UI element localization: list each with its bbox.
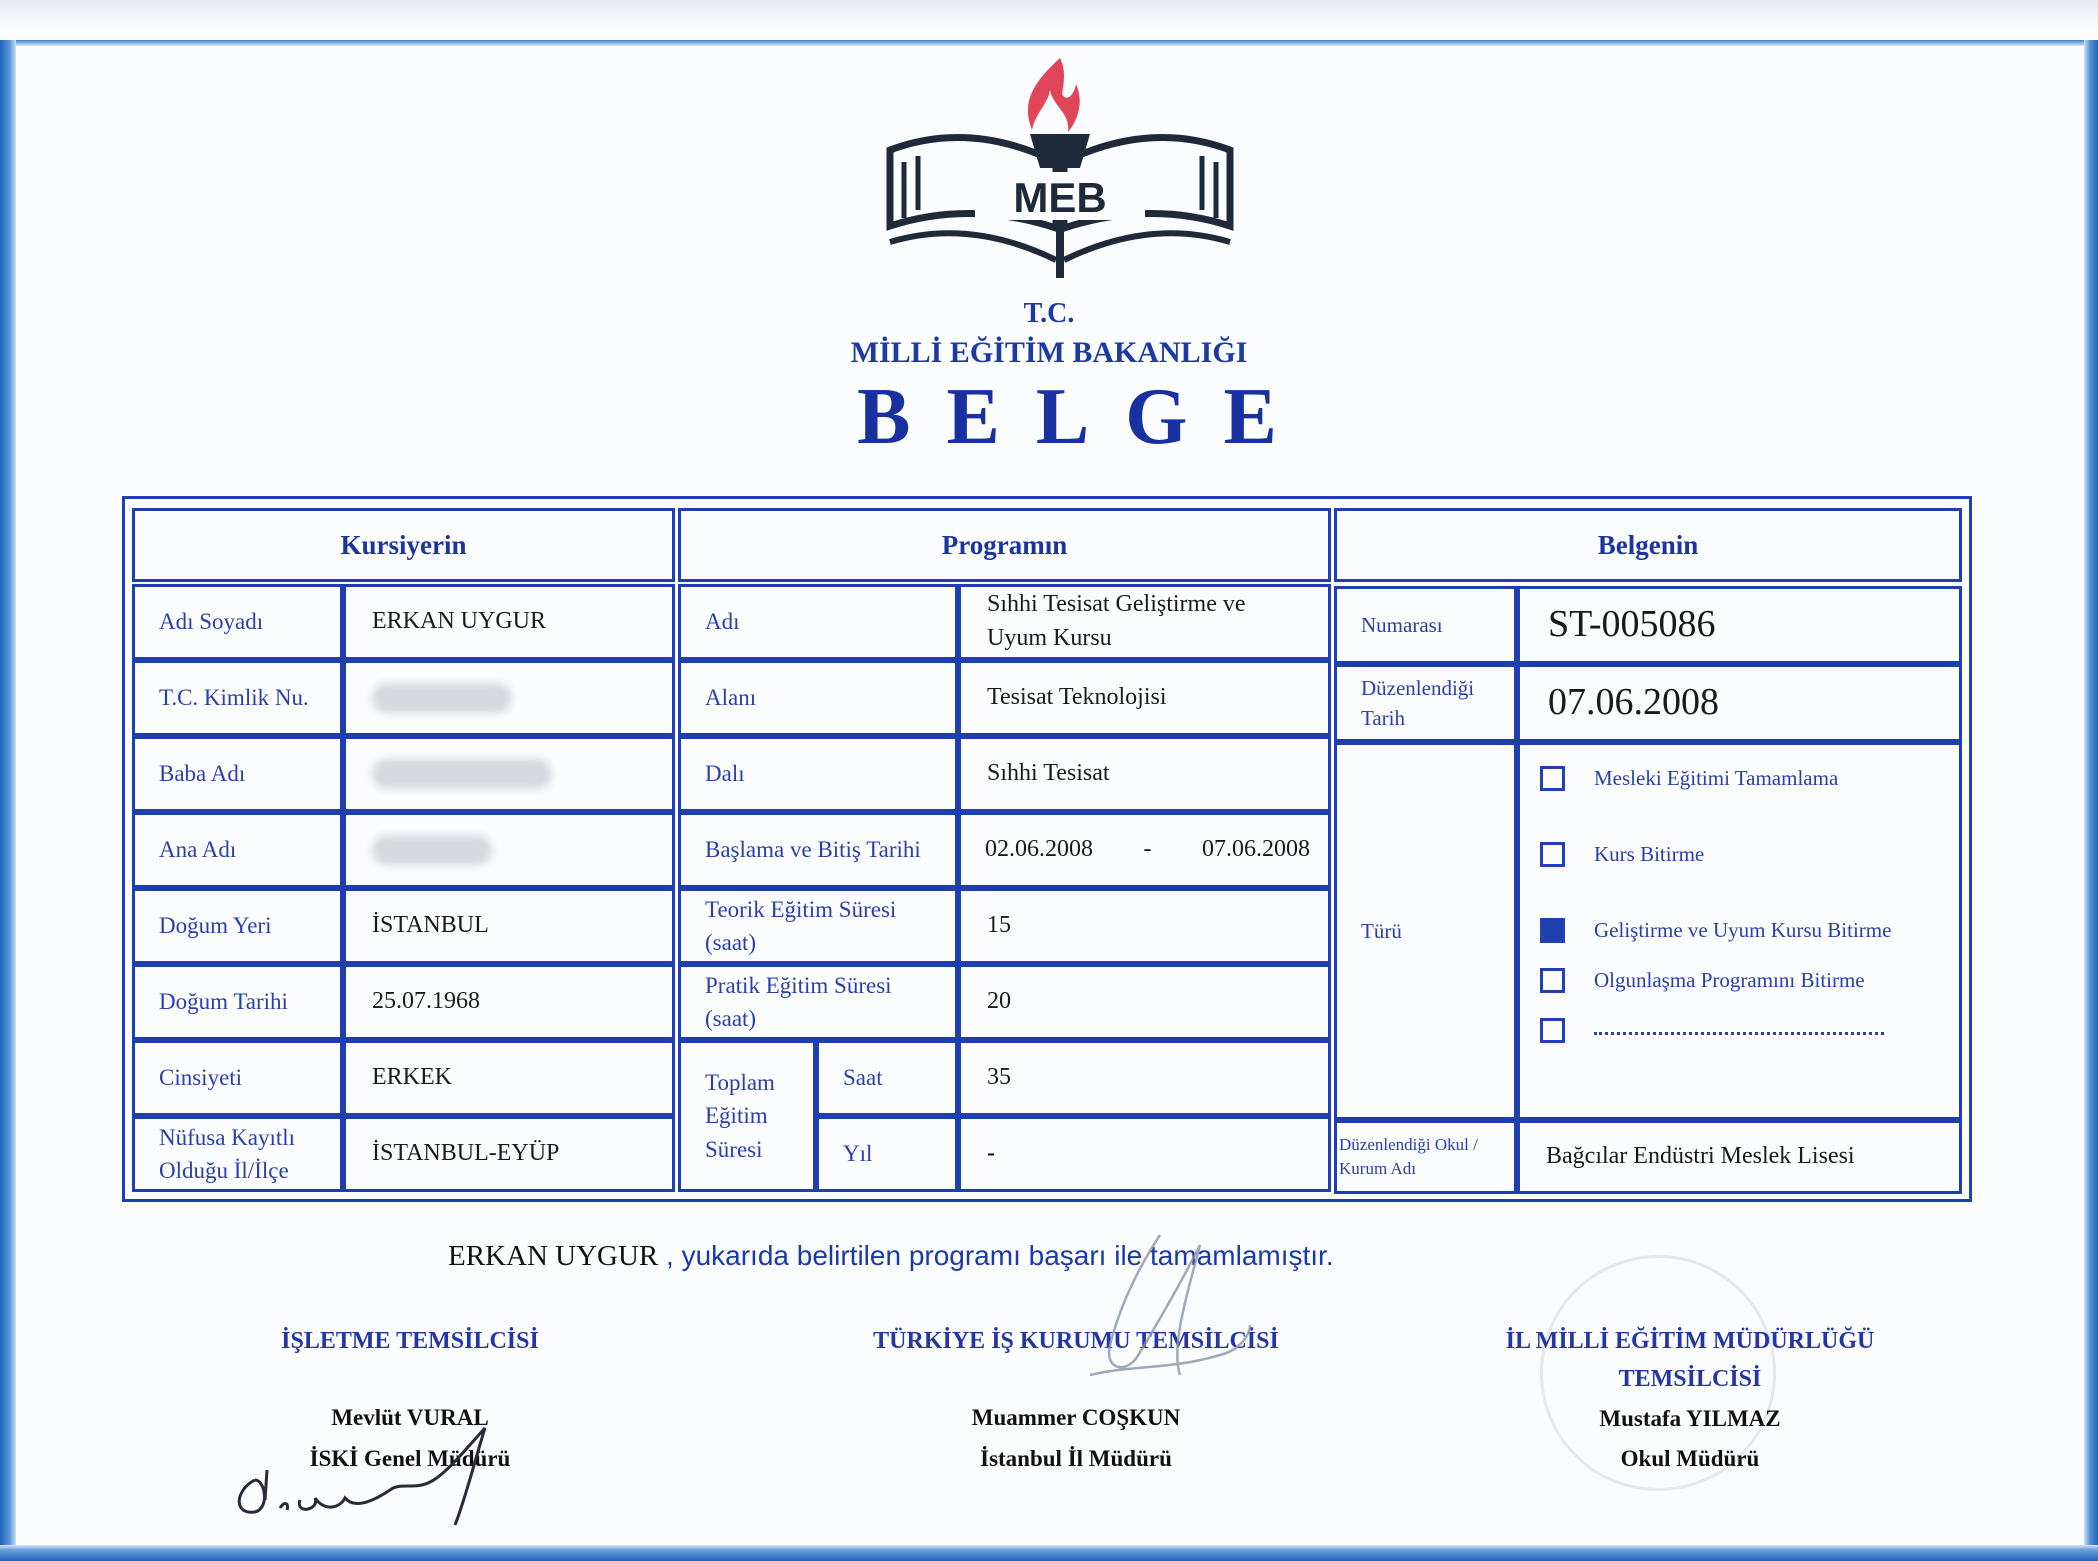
document-title: BELGE [857, 373, 1313, 461]
scan-shadow [0, 0, 2098, 30]
value-field: Tesisat Teknolojisi [958, 660, 1331, 736]
label-year: Yıl [816, 1116, 958, 1192]
label-dates: Başlama ve Bitiş Tarihi [678, 812, 958, 888]
header-country: T.C. [1023, 298, 1075, 329]
meb-logo [880, 50, 1240, 295]
value-dates [958, 812, 1331, 888]
border-right [2084, 40, 2098, 1561]
value-program-name: Sıhhi Tesisat Geliştirme ve Uyum Kursu [958, 584, 1331, 660]
value-theory: 15 [958, 888, 1331, 964]
border-top [14, 40, 2084, 46]
value-school: Bağcılar Endüstri Meslek Lisesi [1517, 1120, 1962, 1194]
section-header-trainee: Kursiyerin [132, 508, 675, 582]
value-year: - [958, 1116, 1331, 1192]
option-course: Kurs Bitirme [1594, 842, 1705, 866]
label-field: Alanı [678, 660, 958, 736]
logo-text: MEB [1013, 174, 1107, 221]
signature-coskun [1050, 1225, 1290, 1415]
checkbox-vocational [1540, 766, 1565, 791]
value-number: ST-005086 [1517, 586, 1962, 664]
checkbox-development-checked [1540, 918, 1565, 943]
label-program-name: Adı [678, 584, 958, 660]
value-issue-date: 07.06.2008 [1517, 664, 1962, 742]
checkbox-course [1540, 842, 1565, 867]
signatory-business: İŞLETME TEMSİLCİSİ Mevlüt VURAL İSKİ Genel Müdürü [210, 1322, 610, 1479]
value-hours: 35 [958, 1040, 1331, 1116]
label-birthdate: Doğum Tarihi [132, 964, 343, 1040]
value-gender: ERKEK [343, 1040, 675, 1116]
signatory-iskur: TÜRKİYE İŞ KURUMU TEMSİLCİSİ Muammer COŞKUN İstanbul İl Müdürü [826, 1322, 1326, 1479]
signatory-name: Mustafa YILMAZ [1599, 1405, 1781, 1431]
label-hours: Saat [816, 1040, 958, 1116]
section-header-certificate: Belgenin [1334, 508, 1962, 582]
option-vocational: Mesleki Eğitimi Tamamlama [1594, 766, 1839, 790]
signatory-education: İL MİLLİ EĞİTİM MÜDÜRLÜĞÜ TEMSİLCİSİ Mustafa YILMAZ Okul Müdürü [1440, 1322, 1940, 1479]
end-date: 07.06.2008 [1202, 836, 1310, 863]
label-id: T.C. Kimlik Nu. [132, 660, 343, 736]
value-name: ERKAN UYGUR [343, 584, 675, 660]
border-bottom [0, 1545, 2098, 1561]
signatory-name: Muammer COŞKUN [971, 1405, 1181, 1431]
statement-name: ERKAN UYGUR [448, 1240, 659, 1272]
label-gender: Cinsiyeti [132, 1040, 343, 1116]
label-school: Düzenlendiği Okul / Kurum Adı [1334, 1120, 1517, 1194]
option-development: Geliştirme ve Uyum Kursu Bitirme [1594, 918, 1892, 942]
label-theory: Teorik Eğitim Süresi (saat) [678, 888, 958, 964]
checkbox-other [1540, 1018, 1565, 1043]
border-left [0, 40, 16, 1561]
label-name: Adı Soyadı [132, 584, 343, 660]
signatory-name: Mevlüt VURAL [331, 1405, 489, 1431]
label-practice: Pratik Eğitim Süresi (saat) [678, 964, 958, 1040]
option-maturation: Olgunlaşma Programını Bitirme [1594, 968, 1865, 992]
value-registry: İSTANBUL-EYÜP [343, 1116, 675, 1192]
label-mother: Ana Adı [132, 812, 343, 888]
signatory-role: Okul Müdürü [1620, 1446, 1760, 1472]
label-type: Türü [1334, 742, 1517, 1120]
label-issue-date: Düzenlendiği Tarih [1334, 664, 1517, 742]
date-dash: - [1143, 836, 1152, 863]
section-header-program: Programın [678, 508, 1331, 582]
value-branch: Sıhhi Tesisat [958, 736, 1331, 812]
checkbox-maturation [1540, 968, 1565, 993]
start-date: 02.06.2008 [985, 836, 1093, 863]
header-ministry: MİLLİ EĞİTİM BAKANLIĞI [850, 336, 1248, 369]
value-father-redacted [343, 736, 675, 812]
label-branch: Dalı [678, 736, 958, 812]
label-registry: Nüfusa Kayıtlı Olduğu İl/İlçe [132, 1116, 343, 1192]
label-father: Baba Adı [132, 736, 343, 812]
label-total: Toplam Eğitim Süresi [678, 1040, 816, 1192]
value-birthplace: İSTANBUL [343, 888, 675, 964]
value-birthdate: 25.07.1968 [343, 964, 675, 1040]
signatory-role: İSKİ Genel Müdürü [309, 1445, 511, 1471]
label-number: Numarası [1334, 586, 1517, 664]
value-mother-redacted [343, 812, 675, 888]
signature-vural [225, 1420, 605, 1530]
value-id-redacted [343, 660, 675, 736]
option-other-dotted-line [1594, 1032, 1884, 1035]
label-birthplace: Doğum Yeri [132, 888, 343, 964]
value-practice: 20 [958, 964, 1331, 1040]
statement-text: , yukarıda belirtilen programı başarı ile tamamlamıştır. [658, 1240, 1334, 1271]
signatory-role: İstanbul İl Müdürü [980, 1445, 1172, 1471]
